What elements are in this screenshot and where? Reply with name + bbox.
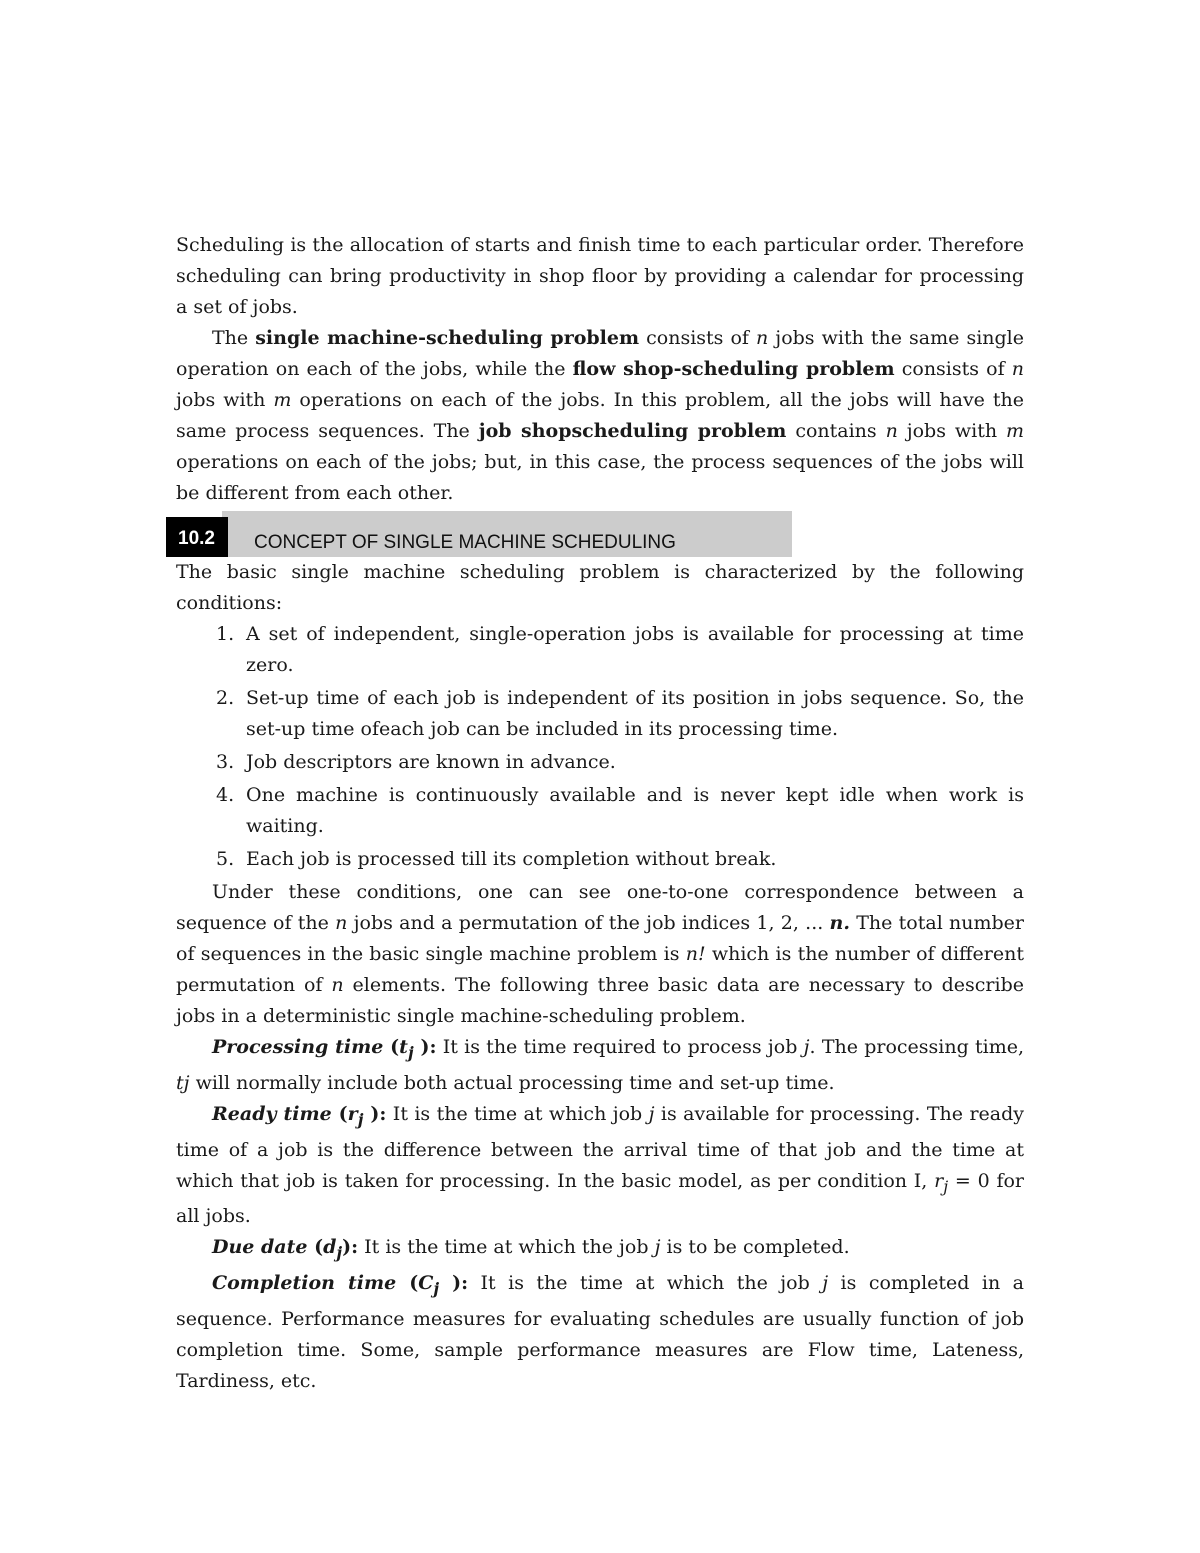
list-item: 3. Job descriptors are known in advance. <box>216 751 616 773</box>
list-item: 4. One machine is continuously available and is never kept idle when work is waiting. <box>216 784 1024 837</box>
page-body <box>176 230 1024 1397</box>
section-title: CONCEPT OF SINGLE MACHINE SCHEDULING <box>254 532 676 553</box>
conditions-intro: The basic single machine scheduling problem is characterized by the following conditions: <box>176 561 1024 614</box>
due-date-paragraph: Due date $(d_j)$: It is the time at which the job j is to be completed. <box>212 1236 850 1263</box>
list-item: 5. Each job is processed till its completion without break. <box>216 848 777 870</box>
problem-types-paragraph: The single machine-scheduling problem consists of n jobs with the same single operation on each of the jobs, while the flow shop-scheduling problem consists of n jobs with m operations on each of the jobs. In this problem, all the jobs will have the same process sequences. The job shopscheduling problem contains n jobs with m operations on each of the jobs; but, in this case, the process sequences of the jobs will be different from each other. <box>176 327 1025 504</box>
list-item: 2. Set-up time of each job is independent of its position in jobs sequence. So, the set-up time ofeach job can be included in its processing time. <box>216 687 1024 740</box>
list-item: 1. A set of independent, single-operation jobs is available for processing at time zero. <box>216 623 1024 676</box>
section-number: 10.2 <box>166 517 228 557</box>
processing-time-paragraph: Processing time ($t_j$ ): It is the time required to process job j. The processing time, tj will normally include both actual processing time and set-up time. <box>176 1036 1025 1094</box>
intro-paragraph: Scheduling is the allocation of starts and finish time to each particular order. Therefore scheduling can bring productivity in shop floor by providing a calendar for processing a set of jobs. <box>176 234 1024 318</box>
sequence-paragraph: Under these conditions, one can see one-to-one correspondence between a sequence of the n jobs and a permutation of the job indices 1, 2, ... n. The total number of sequences in the basic single machine problem is n! which is the number of different permutation of n elements. The following three basic data are necessary to describe jobs in a deterministic single machine-scheduling problem. <box>176 881 1025 1027</box>
section-heading <box>166 511 1024 557</box>
term-completion-time: Completion time <box>212 1272 397 1295</box>
term-processing-time: Processing time <box>212 1036 384 1058</box>
term-ready-time: Ready time <box>212 1102 332 1125</box>
term-single-machine: single machine-scheduling problem <box>255 327 640 349</box>
ready-time-paragraph: Ready time ($r_j$ ): It is the time at which job j is available for processing. The ready time of a job is the difference between the arrival time of that job and the time at which that job is taken for processing. In the basic model, as per condition I, $r_j = 0$ for all jobs. <box>176 1102 1024 1228</box>
completion-time-paragraph: Completion time ($C_j$ ): It is the time at which the job j is completed in a sequence. Performance measures for evaluating schedules are usually function of job completion time. Some, sample performance measures are Flow time, Lateness, Tardiness, etc. <box>176 1272 1024 1392</box>
term-flow-shop: flow shop-scheduling problem <box>572 358 895 380</box>
term-job-shop: job shopscheduling problem <box>478 420 787 442</box>
term-due-date: Due date <box>212 1236 308 1259</box>
conditions-list <box>176 619 1024 875</box>
